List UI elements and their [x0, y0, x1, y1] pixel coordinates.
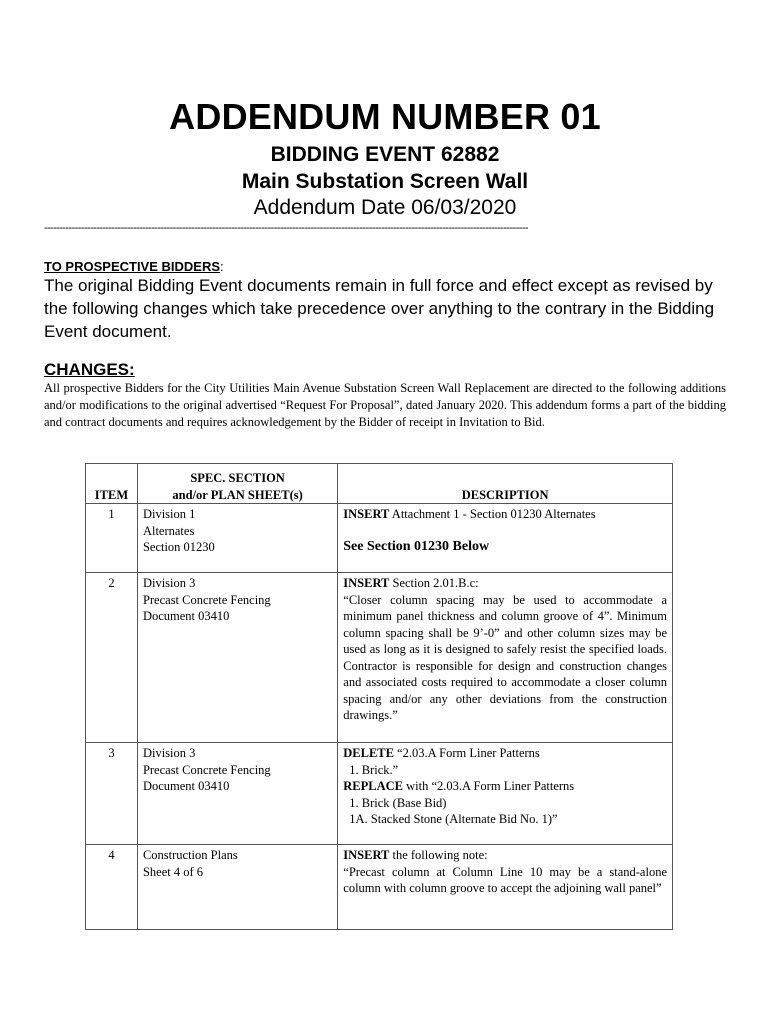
header-spec: SPEC. SECTION and/or PLAN SHEET(s)	[137, 464, 337, 504]
changes-paragraph: All prospective Bidders for the City Utilities Main Avenue Substation Screen Wall Replacement are directed to the following additions and/or modifications to the original advertised “Request For Proposal”, dated January 2020. This addendum forms a part of the bidding and contract documents and requires acknowledgement by the Bidder of receipt in Invitation to Bid.	[44, 381, 726, 429]
header-item: ITEM	[86, 464, 138, 504]
item-number: 1	[86, 504, 138, 573]
changes-table	[85, 463, 673, 930]
table-row	[86, 504, 673, 573]
prospective-heading: TO PROSPECTIVE BIDDERS	[44, 259, 221, 274]
changes-heading: CHANGES:	[44, 360, 135, 379]
table-row	[86, 743, 673, 845]
item-number: 2	[86, 573, 138, 743]
see-section-note: See Section 01230 Below	[343, 538, 490, 554]
table-row	[86, 845, 673, 930]
description: DELETE “2.03.A Form Liner Patterns 1. Brick.” REPLACE with “2.03.A Form Liner Patterns 1. Brick (Base Bid) 1A. Stacked Stone (Alternate Bid No. 1)”	[338, 743, 673, 845]
prospective-colon: :	[220, 259, 224, 274]
table-row	[86, 573, 673, 743]
document-title: ADDENDUM NUMBER 01	[169, 96, 601, 137]
intro-paragraph: The original Bidding Event documents remain in full force and effect except as revised by the following changes which take precedence over anything to the contrary in the Bidding Event document.	[44, 276, 715, 341]
bidding-event: BIDDING EVENT 62882	[270, 143, 500, 166]
spec-section: Construction Plans Sheet 4 of 6	[137, 845, 337, 930]
description: INSERT the following note: “Precast column at Column Line 10 may be a stand-alone column with column groove to accept the adjoining wall panel”	[338, 845, 673, 930]
table-header-row	[86, 464, 673, 504]
item-number: 3	[86, 743, 138, 845]
prospective-heading-line	[44, 259, 224, 274]
item-number: 4	[86, 845, 138, 930]
spec-section: Division 3 Precast Concrete Fencing Document 03410	[137, 573, 337, 743]
description: INSERT Attachment 1 - Section 01230 Alternates See Section 01230 Below	[338, 504, 673, 573]
spec-section: Division 1 Alternates Section 01230	[137, 504, 337, 573]
header-description: DESCRIPTION	[338, 464, 673, 504]
project-name: Main Substation Screen Wall	[241, 170, 529, 193]
addendum-date: Addendum Date 06/03/2020	[253, 196, 517, 219]
separator-line: --------------------------------------------------------------------------------------------------------------------------------------------------------------	[44, 222, 528, 234]
spec-section: Division 3 Precast Concrete Fencing Document 03410	[137, 743, 337, 845]
description: INSERT Section 2.01.B.c: “Closer column spacing may be used to accommodate a minimum panel thickness and column groove of 4”. Minimum column spacing shall be 9’-0” and other column sizes may be used as long as it is designed to safely resist the specified loads. Contractor is responsible for design and construction changes and associated costs required to accommodate a closer column spacing and/or any other deviations from the construction drawings.”	[338, 573, 673, 743]
